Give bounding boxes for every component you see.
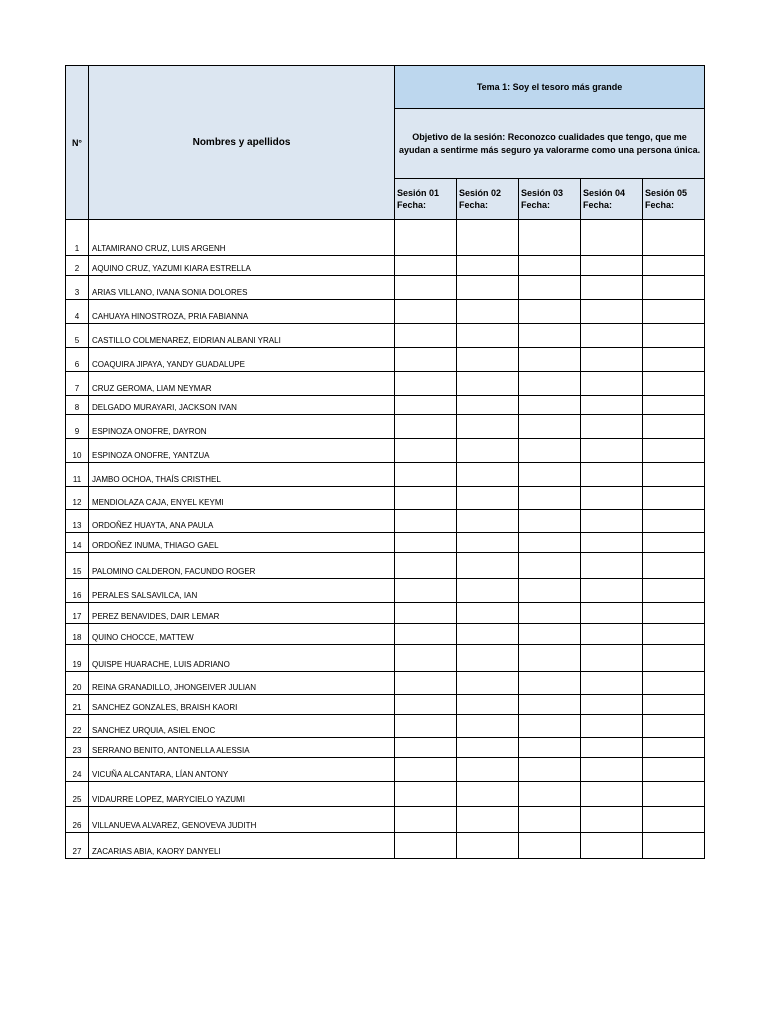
session-4-cell[interactable] xyxy=(581,624,643,645)
session-2-cell[interactable] xyxy=(457,324,519,348)
session-4-cell[interactable] xyxy=(581,256,643,276)
student-row xyxy=(66,782,705,807)
student-number: 13 xyxy=(66,510,89,533)
student-number: 19 xyxy=(66,645,89,672)
session-4-cell[interactable] xyxy=(581,672,643,695)
session-2-cell[interactable] xyxy=(457,782,519,807)
session-3-cell[interactable] xyxy=(519,782,581,807)
student-name: ZACARIAS ABIA, KAORY DANYELI xyxy=(89,833,395,859)
session-1-cell[interactable] xyxy=(395,645,457,672)
student-number: 27 xyxy=(66,833,89,859)
student-number: 15 xyxy=(66,553,89,579)
session-3-cell[interactable] xyxy=(519,807,581,833)
session-2-cell[interactable] xyxy=(457,758,519,782)
session-5-cell[interactable] xyxy=(643,807,705,833)
student-name: VILLANUEVA ALVAREZ, GENOVEVA JUDITH xyxy=(89,807,395,833)
session-3-cell[interactable] xyxy=(519,510,581,533)
session-2-cell[interactable] xyxy=(457,276,519,300)
session-2-cell[interactable] xyxy=(457,695,519,715)
session-4-cell[interactable] xyxy=(581,553,643,579)
session-2-cell[interactable] xyxy=(457,256,519,276)
student-name: PERALES SALSAVILCA, IAN xyxy=(89,579,395,603)
session-5-cell[interactable] xyxy=(643,624,705,645)
student-row xyxy=(66,256,705,276)
student-name: CAHUAYA HINOSTROZA, PRIA FABIANNA xyxy=(89,300,395,324)
session-1-cell[interactable] xyxy=(395,695,457,715)
session-date-label: Fecha: xyxy=(397,200,427,210)
session-label: Sesión 01 xyxy=(397,188,440,198)
student-number: 25 xyxy=(66,782,89,807)
session-3-cell[interactable] xyxy=(519,324,581,348)
student-name: ALTAMIRANO CRUZ, LUIS ARGENH xyxy=(89,220,395,256)
student-name: AQUINO CRUZ, YAZUMI KIARA ESTRELLA xyxy=(89,256,395,276)
student-number: 24 xyxy=(66,758,89,782)
session-date-label: Fecha: xyxy=(521,200,551,210)
session-label: Sesión 04 xyxy=(583,188,626,198)
student-row xyxy=(66,220,705,256)
student-name: ESPINOZA ONOFRE, DAYRON xyxy=(89,415,395,439)
student-row xyxy=(66,672,705,695)
session-3-cell[interactable] xyxy=(519,463,581,487)
session-1-cell[interactable] xyxy=(395,533,457,553)
session-2-cell[interactable] xyxy=(457,510,519,533)
session-4-cell[interactable] xyxy=(581,487,643,510)
student-row xyxy=(66,372,705,396)
session-1-cell[interactable] xyxy=(395,396,457,415)
student-number: 9 xyxy=(66,415,89,439)
student-number: 26 xyxy=(66,807,89,833)
session-5-cell[interactable] xyxy=(643,758,705,782)
session-1-cell[interactable] xyxy=(395,487,457,510)
session-5-cell[interactable] xyxy=(643,533,705,553)
session-5-cell[interactable] xyxy=(643,715,705,738)
student-row xyxy=(66,553,705,579)
session-3-cell[interactable] xyxy=(519,758,581,782)
student-row xyxy=(66,645,705,672)
session-5-cell[interactable] xyxy=(643,695,705,715)
student-number: 17 xyxy=(66,603,89,624)
student-name: SERRANO BENITO, ANTONELLA ALESSIA xyxy=(89,738,395,758)
session-label: Sesión 02 xyxy=(459,188,502,198)
student-name: SANCHEZ GONZALES, BRAISH KAORI xyxy=(89,695,395,715)
session-header-5 xyxy=(643,179,705,220)
session-2-cell[interactable] xyxy=(457,645,519,672)
session-header-2 xyxy=(457,179,519,220)
number-column-header: N° xyxy=(66,66,89,220)
session-2-cell[interactable] xyxy=(457,807,519,833)
student-row xyxy=(66,833,705,859)
student-number: 16 xyxy=(66,579,89,603)
student-name: SANCHEZ URQUIA, ASIEL ENOC xyxy=(89,715,395,738)
session-4-cell[interactable] xyxy=(581,510,643,533)
student-row xyxy=(66,396,705,415)
student-name: CRUZ GEROMA, LIAM NEYMAR xyxy=(89,372,395,396)
student-row xyxy=(66,758,705,782)
student-name: ESPINOZA ONOFRE, YANTZUA xyxy=(89,439,395,463)
session-3-cell[interactable] xyxy=(519,624,581,645)
session-header-3 xyxy=(519,179,581,220)
session-4-cell[interactable] xyxy=(581,300,643,324)
session-4-cell[interactable] xyxy=(581,715,643,738)
session-2-cell[interactable] xyxy=(457,603,519,624)
session-5-cell[interactable] xyxy=(643,738,705,758)
session-5-cell[interactable] xyxy=(643,463,705,487)
session-4-cell[interactable] xyxy=(581,579,643,603)
session-4-cell[interactable] xyxy=(581,695,643,715)
student-row xyxy=(66,300,705,324)
session-date-label: Fecha: xyxy=(459,200,489,210)
session-1-cell[interactable] xyxy=(395,807,457,833)
student-name: ORDOÑEZ HUAYTA, ANA PAULA xyxy=(89,510,395,533)
attendance-table xyxy=(65,65,705,859)
session-3-cell[interactable] xyxy=(519,256,581,276)
student-name: DELGADO MURAYARI, JACKSON IVAN xyxy=(89,396,395,415)
student-number: 23 xyxy=(66,738,89,758)
student-row xyxy=(66,463,705,487)
theme-title: Tema 1: Soy el tesoro más grande xyxy=(395,66,705,109)
student-number: 12 xyxy=(66,487,89,510)
session-4-cell[interactable] xyxy=(581,533,643,553)
session-3-cell[interactable] xyxy=(519,439,581,463)
session-4-cell[interactable] xyxy=(581,463,643,487)
session-5-cell[interactable] xyxy=(643,645,705,672)
session-2-cell[interactable] xyxy=(457,439,519,463)
session-3-cell[interactable] xyxy=(519,833,581,859)
session-1-cell[interactable] xyxy=(395,256,457,276)
student-number: 11 xyxy=(66,463,89,487)
session-2-cell[interactable] xyxy=(457,715,519,738)
session-5-cell[interactable] xyxy=(643,396,705,415)
session-3-cell[interactable] xyxy=(519,372,581,396)
student-number: 6 xyxy=(66,348,89,372)
session-2-cell[interactable] xyxy=(457,624,519,645)
session-3-cell[interactable] xyxy=(519,415,581,439)
session-3-cell[interactable] xyxy=(519,695,581,715)
student-number: 22 xyxy=(66,715,89,738)
student-number: 3 xyxy=(66,276,89,300)
session-1-cell[interactable] xyxy=(395,715,457,738)
student-name: ARIAS VILLANO, IVANA SONIA DOLORES xyxy=(89,276,395,300)
student-number: 18 xyxy=(66,624,89,645)
session-2-cell[interactable] xyxy=(457,579,519,603)
session-1-cell[interactable] xyxy=(395,348,457,372)
session-4-cell[interactable] xyxy=(581,603,643,624)
session-date-label: Fecha: xyxy=(583,200,613,210)
student-name: REINA GRANADILLO, JHONGEIVER JULIAN xyxy=(89,672,395,695)
session-1-cell[interactable] xyxy=(395,672,457,695)
student-row xyxy=(66,415,705,439)
session-2-cell[interactable] xyxy=(457,372,519,396)
student-row xyxy=(66,533,705,553)
student-number: 7 xyxy=(66,372,89,396)
student-name: MENDIOLAZA CAJA, ENYEL KEYMI xyxy=(89,487,395,510)
session-2-cell[interactable] xyxy=(457,738,519,758)
session-2-cell[interactable] xyxy=(457,220,519,256)
session-2-cell[interactable] xyxy=(457,348,519,372)
session-2-cell[interactable] xyxy=(457,533,519,553)
student-name: QUISPE HUARACHE, LUIS ADRIANO xyxy=(89,645,395,672)
session-3-cell[interactable] xyxy=(519,645,581,672)
session-5-cell[interactable] xyxy=(643,439,705,463)
session-1-cell[interactable] xyxy=(395,579,457,603)
student-row xyxy=(66,738,705,758)
session-5-cell[interactable] xyxy=(643,603,705,624)
student-name: COAQUIRA JIPAYA, YANDY GUADALUPE xyxy=(89,348,395,372)
session-4-cell[interactable] xyxy=(581,439,643,463)
session-4-cell[interactable] xyxy=(581,807,643,833)
student-number: 1 xyxy=(66,220,89,256)
session-1-cell[interactable] xyxy=(395,372,457,396)
session-3-cell[interactable] xyxy=(519,603,581,624)
session-2-cell[interactable] xyxy=(457,396,519,415)
session-4-cell[interactable] xyxy=(581,645,643,672)
session-1-cell[interactable] xyxy=(395,603,457,624)
session-1-cell[interactable] xyxy=(395,324,457,348)
student-row xyxy=(66,715,705,738)
session-1-cell[interactable] xyxy=(395,758,457,782)
student-name: JAMBO OCHOA, THAÍS CRISTHEL xyxy=(89,463,395,487)
session-2-cell[interactable] xyxy=(457,672,519,695)
session-5-cell[interactable] xyxy=(643,256,705,276)
student-row xyxy=(66,695,705,715)
session-3-cell[interactable] xyxy=(519,396,581,415)
session-2-cell[interactable] xyxy=(457,463,519,487)
student-number: 20 xyxy=(66,672,89,695)
name-column-header: Nombres y apellidos xyxy=(89,66,395,220)
session-1-cell[interactable] xyxy=(395,833,457,859)
session-4-cell[interactable] xyxy=(581,276,643,300)
session-1-cell[interactable] xyxy=(395,439,457,463)
session-4-cell[interactable] xyxy=(581,415,643,439)
session-5-cell[interactable] xyxy=(643,487,705,510)
session-4-cell[interactable] xyxy=(581,738,643,758)
session-3-cell[interactable] xyxy=(519,553,581,579)
session-4-cell[interactable] xyxy=(581,372,643,396)
session-3-cell[interactable] xyxy=(519,533,581,553)
student-name: VICUÑA ALCANTARA, LÍAN ANTONY xyxy=(89,758,395,782)
session-1-cell[interactable] xyxy=(395,276,457,300)
session-5-cell[interactable] xyxy=(643,415,705,439)
student-row xyxy=(66,324,705,348)
session-4-cell[interactable] xyxy=(581,220,643,256)
session-5-cell[interactable] xyxy=(643,300,705,324)
session-1-cell[interactable] xyxy=(395,220,457,256)
session-5-cell[interactable] xyxy=(643,579,705,603)
session-4-cell[interactable] xyxy=(581,348,643,372)
student-name: ORDOÑEZ INUMA, THIAGO GAEL xyxy=(89,533,395,553)
session-3-cell[interactable] xyxy=(519,487,581,510)
session-1-cell[interactable] xyxy=(395,510,457,533)
student-name: VIDAURRE LOPEZ, MARYCIELO YAZUMI xyxy=(89,782,395,807)
student-name: PEREZ BENAVIDES, DAIR LEMAR xyxy=(89,603,395,624)
session-3-cell[interactable] xyxy=(519,579,581,603)
student-number: 10 xyxy=(66,439,89,463)
student-row xyxy=(66,439,705,463)
session-4-cell[interactable] xyxy=(581,758,643,782)
session-3-cell[interactable] xyxy=(519,348,581,372)
session-objective: Objetivo de la sesión: Reconozco cualidades que tengo, que me ayudan a sentirme más seguro ya valorarme como una persona única. xyxy=(395,109,705,179)
student-number: 4 xyxy=(66,300,89,324)
student-row xyxy=(66,510,705,533)
session-3-cell[interactable] xyxy=(519,276,581,300)
session-3-cell[interactable] xyxy=(519,220,581,256)
session-1-cell[interactable] xyxy=(395,624,457,645)
session-label: Sesión 05 xyxy=(645,188,688,198)
session-4-cell[interactable] xyxy=(581,396,643,415)
session-header-4 xyxy=(581,179,643,220)
session-1-cell[interactable] xyxy=(395,553,457,579)
session-3-cell[interactable] xyxy=(519,672,581,695)
student-number: 21 xyxy=(66,695,89,715)
student-name: CASTILLO COLMENAREZ, EIDRIAN ALBANI YRALI xyxy=(89,324,395,348)
student-row xyxy=(66,276,705,300)
session-3-cell[interactable] xyxy=(519,300,581,324)
session-4-cell[interactable] xyxy=(581,833,643,859)
session-1-cell[interactable] xyxy=(395,463,457,487)
session-5-cell[interactable] xyxy=(643,372,705,396)
session-5-cell[interactable] xyxy=(643,833,705,859)
session-1-cell[interactable] xyxy=(395,738,457,758)
student-name: QUINO CHOCCE, MATTEW xyxy=(89,624,395,645)
session-1-cell[interactable] xyxy=(395,415,457,439)
session-2-cell[interactable] xyxy=(457,300,519,324)
session-header-1 xyxy=(395,179,457,220)
session-date-label: Fecha: xyxy=(645,200,675,210)
session-3-cell[interactable] xyxy=(519,715,581,738)
student-row xyxy=(66,807,705,833)
session-label: Sesión 03 xyxy=(521,188,564,198)
session-1-cell[interactable] xyxy=(395,300,457,324)
session-5-cell[interactable] xyxy=(643,276,705,300)
student-row xyxy=(66,603,705,624)
session-5-cell[interactable] xyxy=(643,782,705,807)
session-4-cell[interactable] xyxy=(581,782,643,807)
session-2-cell[interactable] xyxy=(457,487,519,510)
student-number: 14 xyxy=(66,533,89,553)
session-5-cell[interactable] xyxy=(643,324,705,348)
student-number: 2 xyxy=(66,256,89,276)
session-4-cell[interactable] xyxy=(581,324,643,348)
session-2-cell[interactable] xyxy=(457,833,519,859)
student-row xyxy=(66,624,705,645)
session-5-cell[interactable] xyxy=(643,348,705,372)
session-5-cell[interactable] xyxy=(643,510,705,533)
session-5-cell[interactable] xyxy=(643,220,705,256)
session-1-cell[interactable] xyxy=(395,782,457,807)
session-5-cell[interactable] xyxy=(643,553,705,579)
student-row xyxy=(66,348,705,372)
student-number: 5 xyxy=(66,324,89,348)
student-number: 8 xyxy=(66,396,89,415)
session-5-cell[interactable] xyxy=(643,672,705,695)
session-2-cell[interactable] xyxy=(457,415,519,439)
session-2-cell[interactable] xyxy=(457,553,519,579)
student-row xyxy=(66,579,705,603)
student-row xyxy=(66,487,705,510)
student-name: PALOMINO CALDERON, FACUNDO ROGER xyxy=(89,553,395,579)
session-3-cell[interactable] xyxy=(519,738,581,758)
